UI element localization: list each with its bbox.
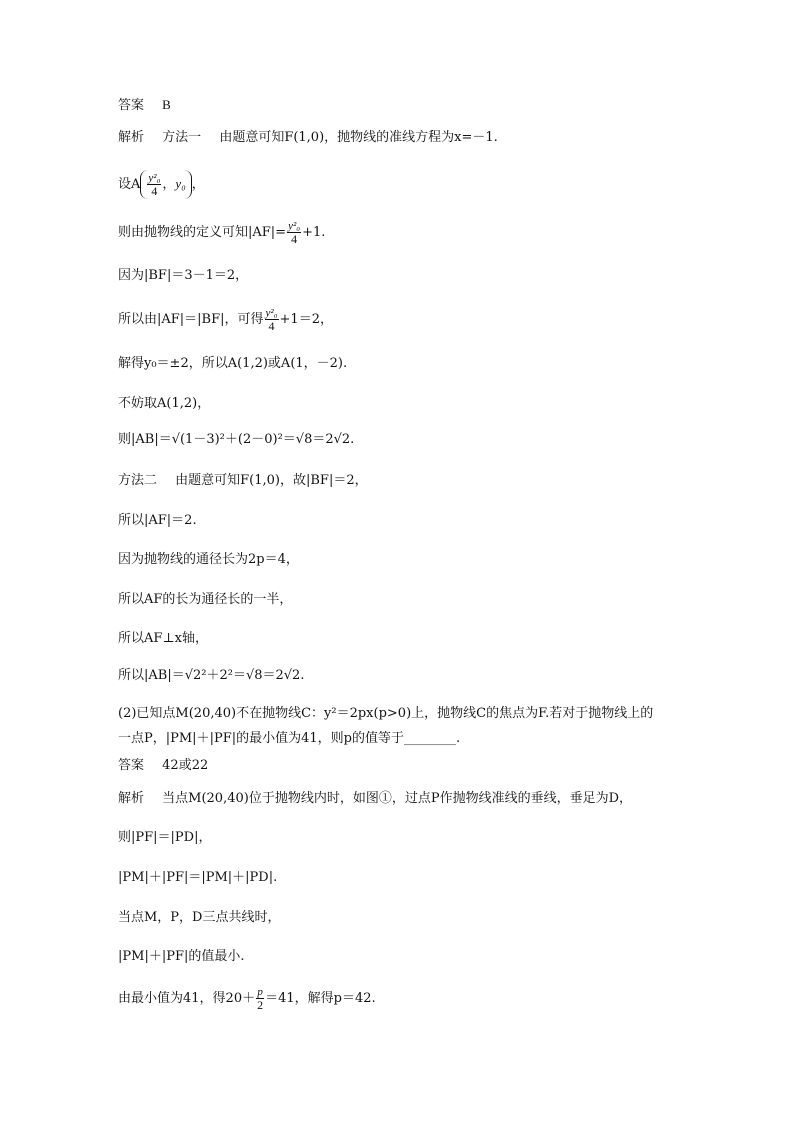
method2-text: 由题意可知F(1,0)，故|BF|＝2， [175,473,368,488]
set-a-line: 设A $\frac{\text{y²₀}}{4}$ ，y₀ ， [118,172,205,198]
answer-value: B [162,97,171,112]
solve-line: 解得y₀＝±2，所以A(1,2)或A(1，－2). [118,356,348,371]
question-2-line-2: 一点P，|PM|＋|PF|的最小值为41，则p的值等于________. [118,731,461,746]
af-equals-2: 所以|AF|＝2. [118,513,197,528]
answer-2-label: 答案 [118,758,145,773]
method1-label: 方法一 [162,130,202,145]
point-a-coords: $\frac{\text{y²₀}}{4}$ ，y₀ [140,170,191,199]
so-af-text: 所以由|AF|＝|BF|，可得 [118,312,264,327]
fraction-y0sq-over-4-c: $\frac{\text{y²₀}}{4}$ [265,307,278,333]
set-a-text: 设A [118,177,141,192]
analysis-2-line [118,791,632,807]
answer-1-line [118,97,171,114]
bf-line: 因为|BF|＝3－1＝2， [118,268,249,283]
analysis-method1-line [118,130,498,146]
final-tail: ＝41，解得p＝42. [265,991,376,1006]
fraction-y0sq-over-4-b: $\frac{\text{y²₀}}{4}$ [288,220,301,246]
final-line [118,986,376,1012]
answer-2-value: 42或22 [162,758,209,773]
analysis-2-label: 解析 [118,791,145,806]
method2-line [118,473,368,489]
ab-result-1: 则|AB|＝√(1－3)²＋(2－0)²＝√8＝2√2. [118,432,355,447]
minimum-line: |PM|＋|PF|的值最小. [118,949,245,964]
definition-tail: +1. [302,225,326,240]
inside-case-text: 当点M(20,40)位于抛物线内时，如图①，过点P作抛物线准线的垂线，垂足为D， [162,791,632,806]
method2-label: 方法二 [118,473,158,488]
sum-equality: |PM|＋|PF|＝|PM|＋|PD|. [118,870,278,885]
latus-rectum-line: 因为抛物线的通径长为2p＝4， [118,552,299,567]
analysis-label: 解析 [118,130,145,145]
ab-result-2: 所以|AB|＝√2²＋2²＝√8＝2√2. [118,668,305,683]
definition-text: 则由抛物线的定义可知|AF|= [118,225,287,240]
so-af-line [118,307,333,332]
question-2-line-1: (2)已知点M(20,40)不在抛物线C：y²＝2px(p>0)上，抛物线C的焦点为F.若对于抛物线上的 [118,706,654,721]
pf-equals-pd: 则|PF|＝|PD|， [118,830,212,845]
definition-line [118,220,325,245]
collinear-line: 当点M，P，D三点共线时， [118,910,281,925]
answer-2-line [118,758,208,774]
final-text: 由最小值为41，得20＋ [118,991,256,1006]
method1-text: 由题意可知F(1,0)，抛物线的准线方程为x=－1. [219,130,498,145]
fraction-p-over-2: $\frac{p}{2}$ [257,986,264,1012]
fraction-y0sq-over-4: $\frac{\text{y²₀}}{4}$ [148,172,161,198]
so-af-tail: +1＝2， [279,312,333,327]
half-latus-line: 所以AF的长为通径长的一半， [118,592,293,607]
perpendicular-line: 所以AF⊥x轴， [118,631,208,646]
wlog-line: 不妨取A(1,2)， [118,396,211,411]
answer-label: 答案 [118,98,145,113]
